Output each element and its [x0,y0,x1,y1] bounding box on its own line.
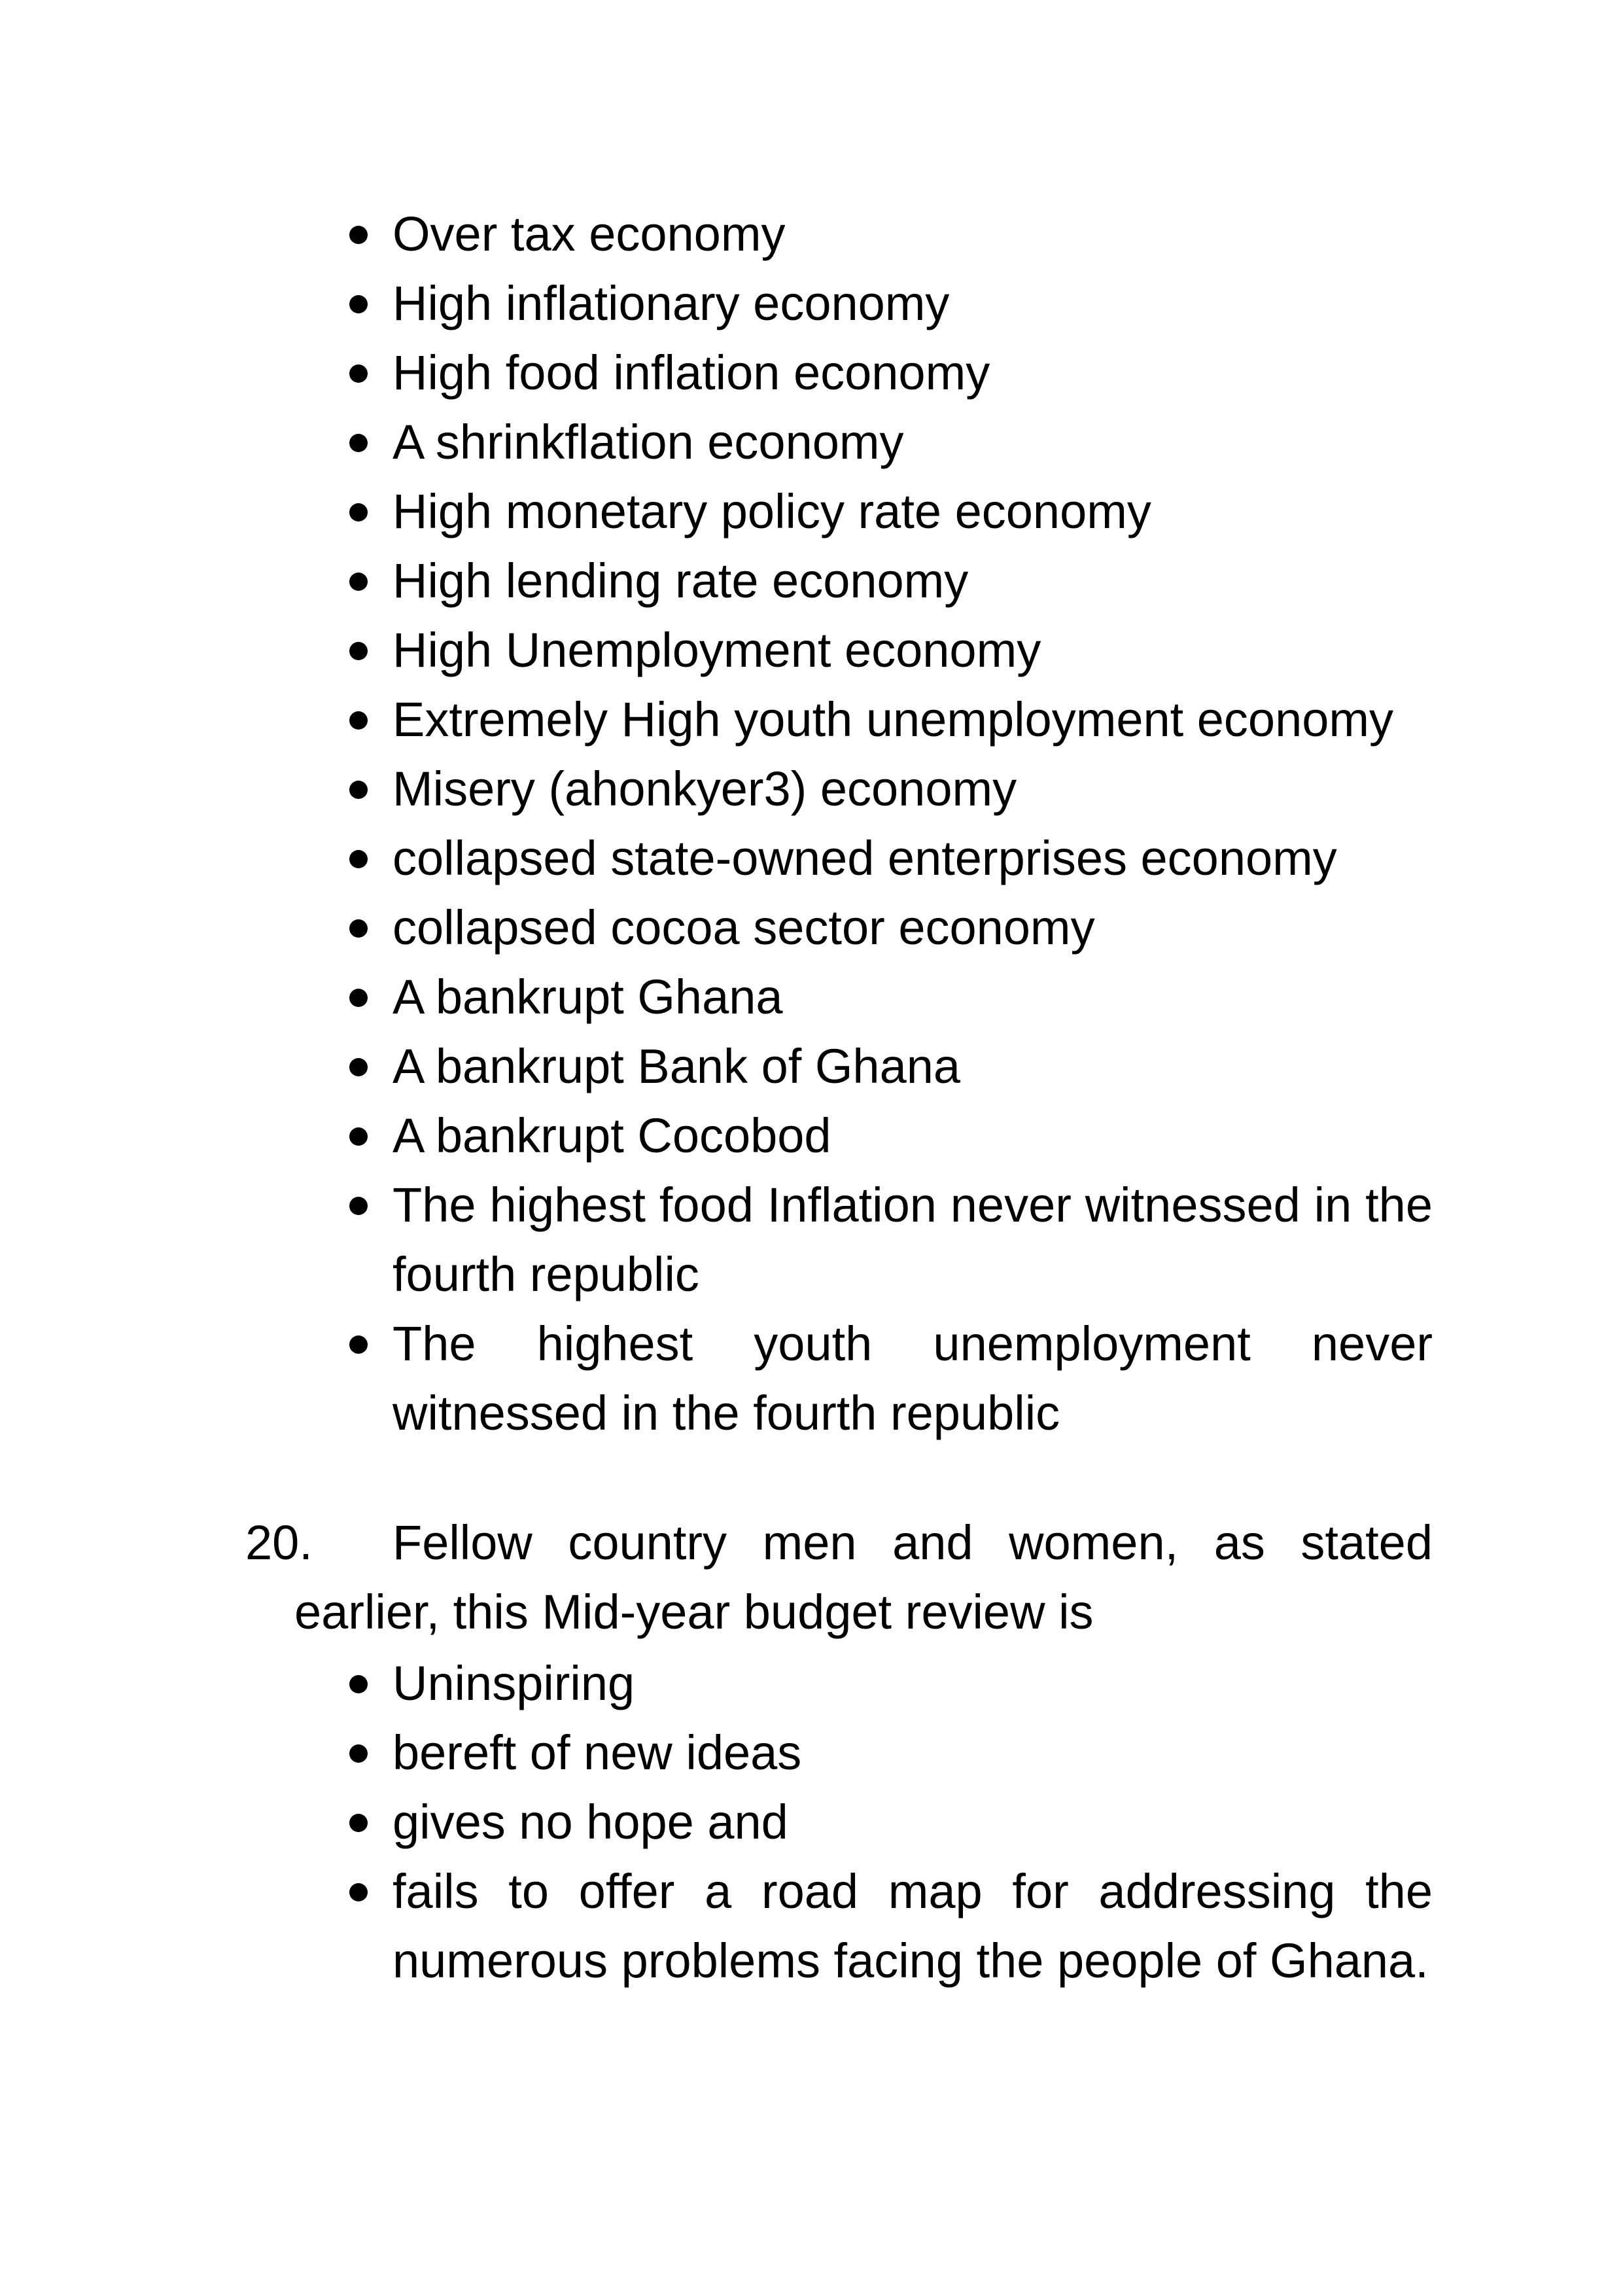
list-item-text: gives no hope and [393,1795,788,1849]
economy-bullet-list [340,200,1433,1448]
list-item-text: collapsed cocoa sector economy [393,900,1095,955]
paragraph-line-1: Fellow country men and women, as stated [393,1515,1433,1570]
bullet-icon [349,1335,368,1354]
list-item [340,269,1433,338]
list-item [340,824,1433,893]
paragraph-number: 20. [245,1515,313,1570]
bullet-icon [349,573,368,591]
list-item [340,408,1433,477]
list-item [340,616,1433,685]
list-item-text: A bankrupt Bank of Ghana [393,1039,961,1093]
list-item [340,685,1433,754]
bullet-icon [349,226,368,244]
list-item-text: Over tax economy [393,207,786,261]
list-item-text: fails to offer a road map for addressing the numerous problems facing the people of Ghana. [393,1864,1433,1988]
list-item [340,1788,1433,1857]
list-item [340,1032,1433,1101]
list-item-text: High lending rate economy [393,554,969,608]
list-item-text: The highest food Inflation never witnessed in the fourth republic [393,1178,1433,1301]
list-item-text: A bankrupt Cocobod [393,1108,831,1163]
list-item [340,1309,1433,1448]
list-item-text: The highest youth unemployment never witnessed in the fourth republic [393,1316,1433,1440]
bullet-icon [349,503,368,521]
bullet-icon [349,1197,368,1215]
bullet-icon [349,1744,368,1763]
bullet-icon [349,711,368,730]
list-item-text: High monetary policy rate economy [393,484,1151,539]
bullet-icon [349,1814,368,1832]
bullet-icon [349,1883,368,1901]
list-item [340,1857,1433,1996]
bullet-icon [349,919,368,938]
list-item-text: High inflationary economy [393,276,950,330]
bullet-icon [349,364,368,383]
bullet-icon [349,295,368,313]
bullet-icon [349,1127,368,1146]
bullet-icon [349,642,368,660]
list-item [340,893,1433,963]
list-item-text: High Unemployment economy [393,623,1041,677]
bullet-icon [349,1058,368,1076]
list-item [340,546,1433,616]
list-item-text: collapsed state-owned enterprises economy [393,831,1337,885]
list-item [340,1718,1433,1788]
bullet-icon [349,434,368,452]
list-item-text: Extremely High youth unemployment economy [393,692,1394,747]
paragraph-first-line [245,1508,1433,1578]
list-item-text: Misery (ahonkyer3) economy [393,762,1017,816]
list-item-text: A bankrupt Ghana [393,970,783,1024]
paragraph-20 [245,1508,1433,1647]
list-item [340,1101,1433,1171]
list-item [340,963,1433,1032]
list-item-text: Uninspiring [393,1656,635,1710]
bullet-icon [349,989,368,1007]
list-item [340,1649,1433,1718]
list-item-text: A shrinkflation economy [393,415,904,469]
list-item [340,338,1433,408]
list-item [340,754,1433,824]
list-item-text: bereft of new ideas [393,1725,802,1780]
list-item-text: High food inflation economy [393,345,990,400]
list-item [340,477,1433,546]
budget-review-bullet-list [340,1649,1433,1996]
paragraph-line-2: earlier, this Mid-year budget review is [294,1585,1094,1639]
bullet-icon [349,1675,368,1693]
bullet-icon [349,850,368,868]
list-item [340,1171,1433,1309]
list-item [340,200,1433,269]
bullet-icon [349,781,368,799]
